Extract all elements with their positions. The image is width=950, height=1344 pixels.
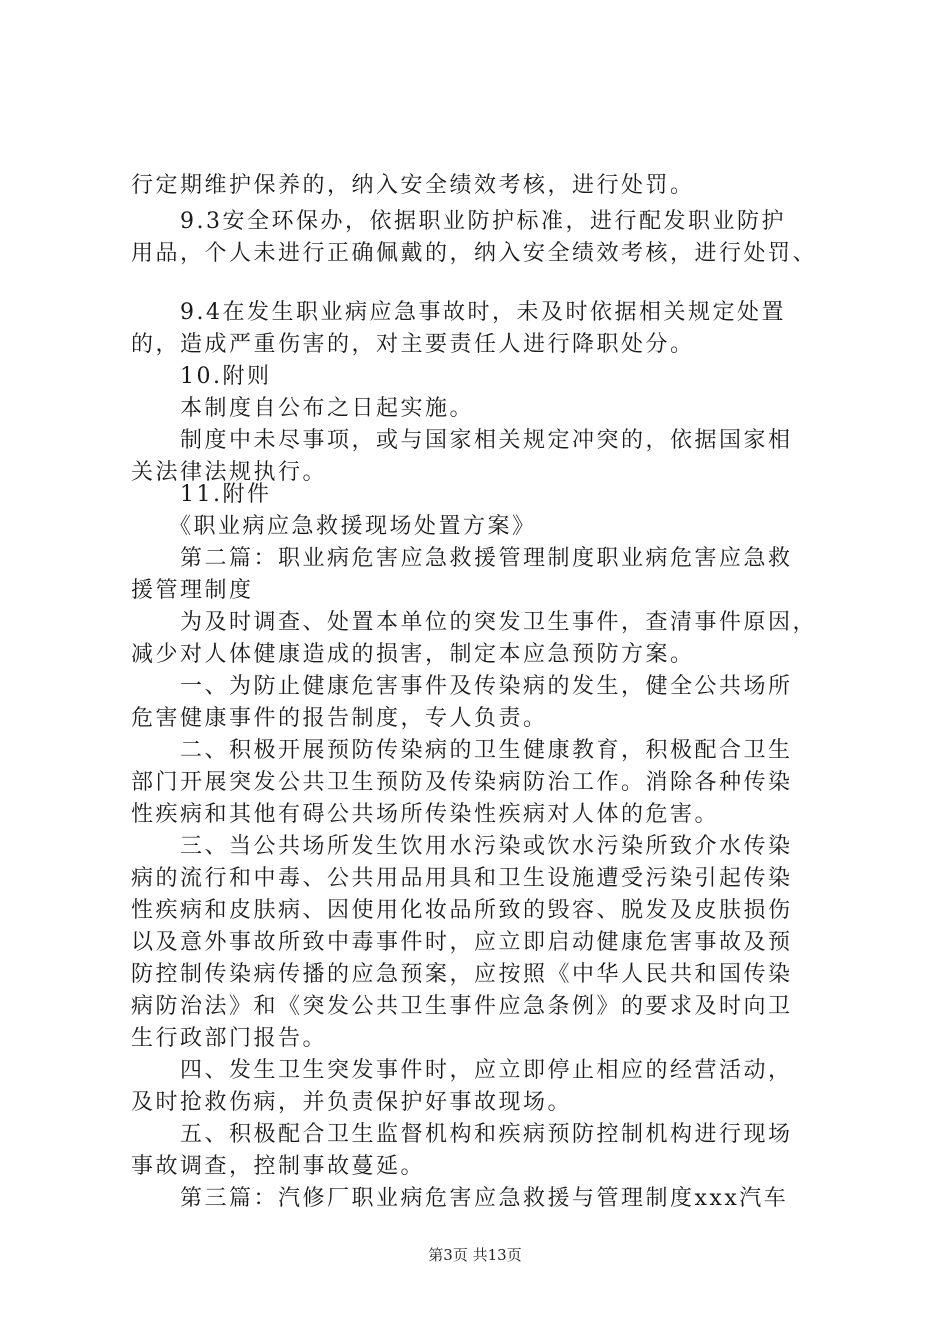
body-line: 9.3安全环保办，依据职业防护标准，进行配发职业防护	[131, 209, 786, 234]
body-line: 病的流行和中毒、公共用品用具和卫生设施遭受污染引起传染	[131, 866, 793, 891]
body-line: 及时抢救伤病，并负责保护好事故现场。	[131, 1090, 573, 1115]
body-line: 事故调查，控制事故蔓延。	[131, 1154, 426, 1179]
body-line: 部门开展突发公共卫生预防及传染病防治工作。消除各种传染	[131, 770, 793, 795]
body-line: 性疾病和其他有碍公共场所传染性疾病对人体的危害。	[131, 802, 720, 827]
body-line: 五、积极配合卫生监督机构和疾病预防控制机构进行现场	[131, 1122, 793, 1147]
body-line: 性疾病和皮肤病、因使用化妆品所致的毁容、脱发及皮肤损伤	[131, 898, 793, 923]
body-line: 行定期维护保养的，纳入安全绩效考核，进行处罚。	[131, 173, 695, 198]
body-line: 11.附件	[131, 482, 272, 507]
body-line: 防控制传染病传播的应急预案，应按照《中华人民共和国传染	[131, 962, 793, 987]
body-line: 援管理制度	[131, 578, 254, 603]
body-line: 制度中未尽事项，或与国家相关规定冲突的，依据国家相	[131, 428, 793, 453]
body-line: 10.附则	[131, 364, 272, 389]
body-line: 第三篇：汽修厂职业病危害应急救援与管理制度xxx汽车	[131, 1186, 789, 1211]
body-line: 9.4在发生职业病应急事故时，未及时依据相关规定处置	[131, 300, 786, 325]
body-line: 四、发生卫生突发事件时，应立即停止相应的经营活动，	[131, 1058, 793, 1083]
body-line: 《职业病应急救援现场处置方案》	[131, 514, 537, 539]
body-line: 用品，个人未进行正确佩戴的，纳入安全绩效考核，进行处罚、	[131, 241, 818, 266]
body-line: 生行政部门报告。	[131, 1026, 328, 1051]
body-line: 本制度自公布之日起实施。	[131, 396, 475, 421]
body-line: 危害健康事件的报告制度，专人负责。	[131, 706, 548, 731]
body-line: 为及时调查、处置本单位的突发卫生事件，查清事件原因，	[131, 610, 818, 635]
body-line: 病防治法》和《突发公共卫生事件应急条例》的要求及时向卫	[131, 994, 793, 1019]
body-line: 三、当公共场所发生饮用水污染或饮水污染所致介水传染	[131, 834, 793, 859]
body-line: 一、为防止健康危害事件及传染病的发生，健全公共场所	[131, 674, 793, 699]
body-line: 减少对人体健康造成的损害，制定本应急预防方案。	[131, 642, 695, 667]
body-line: 二、积极开展预防传染病的卫生健康教育，积极配合卫生	[131, 738, 793, 763]
body-line: 第二篇：职业病危害应急救援管理制度职业病危害应急救	[131, 546, 793, 571]
body-line: 关法律法规执行。	[131, 460, 328, 485]
page-footer: 第3页 共13页	[428, 1246, 522, 1264]
body-line: 以及意外事故所致中毒事件时，应立即启动健康危害事故及预	[131, 930, 793, 955]
body-line: 的，造成严重伤害的，对主要责任人进行降职处分。	[131, 332, 695, 357]
